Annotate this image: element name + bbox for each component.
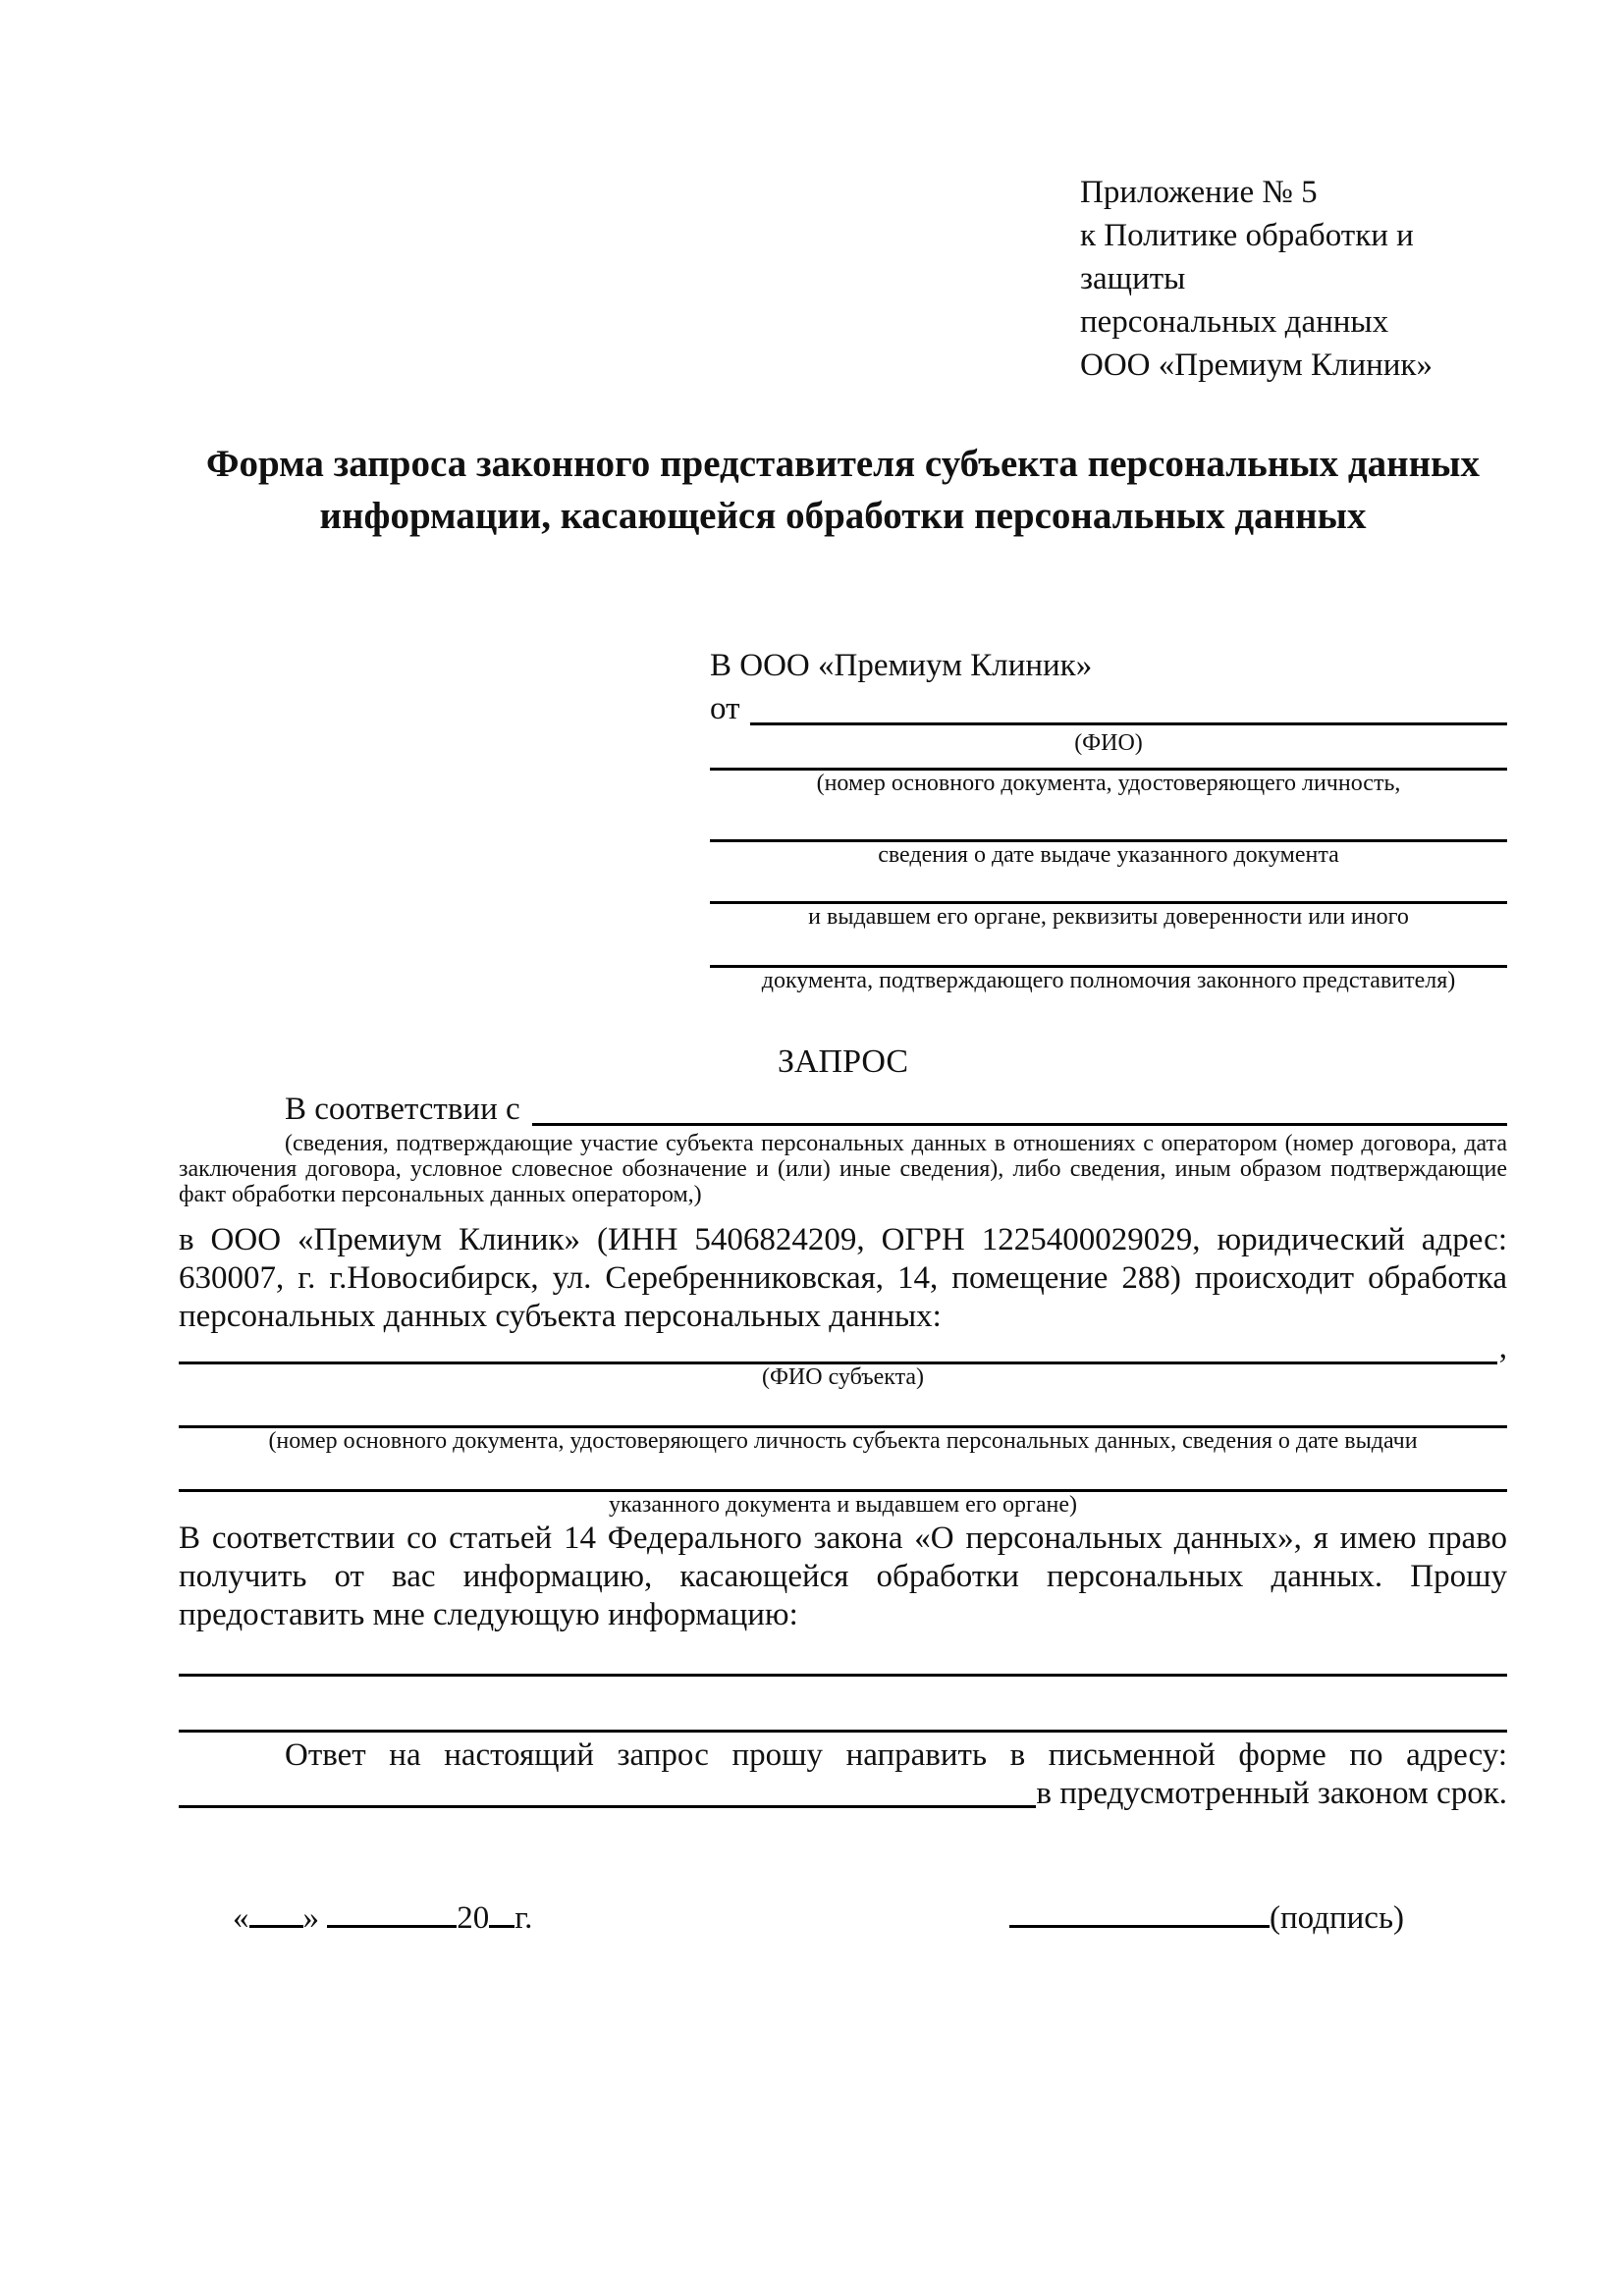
subject-document-blank-line-2 [179, 1454, 1507, 1492]
accordance-footnote: (сведения, подтверждающие участие субъекта персональных данных в отношениях с оператором (номер договора, дата заключения договора, условное словесное обозначение и (или) иные сведения), либо сведения, иным образом подтверждающие факт обработки персональных данных оператором,) [179, 1131, 1507, 1207]
page-title-line-2: информации, касающейся обработки персональных данных [319, 495, 1367, 537]
addressee-block [710, 644, 1507, 993]
page-title-line-1: Форма запроса законного представителя субъекта персональных данных [205, 443, 1481, 485]
fio-caption: (ФИО) [1074, 730, 1143, 756]
authority-document-caption: документа, подтверждающего полномочия законного представителя) [761, 968, 1456, 993]
authority-document-blank-line [710, 930, 1507, 968]
date-year-prefix: 20 [457, 1900, 490, 1936]
document-number-caption: (номер основного документа, удостоверяющего личность, [816, 771, 1401, 796]
subject-fio-blank-line [179, 1346, 1497, 1364]
accordance-blank-line [532, 1123, 1507, 1126]
issuing-authority-caption: и выдавшем его органе, реквизиты доверенности или иного [808, 904, 1409, 930]
signature-group [1009, 1896, 1404, 1940]
page-title [179, 438, 1507, 542]
request-heading: ЗАПРОС [777, 1043, 909, 1080]
date-month-blank [327, 1896, 457, 1928]
subject-fio-row [179, 1332, 1507, 1364]
date-year-suffix: г. [514, 1900, 533, 1936]
date-open-quote: « [233, 1900, 249, 1936]
issuing-authority-blank-line [710, 868, 1507, 904]
addressee-from-row [710, 687, 1507, 730]
reply-paragraph-line-1: Ответ на настоящий запрос прошу направить в письменной форме по адресу: [285, 1737, 1507, 1773]
appendix-line: персональных данных [1080, 304, 1389, 340]
addressee-to: В ООО «Премиум Клиник» [710, 648, 1093, 683]
reply-paragraph-suffix: в предусмотренный законом срок. [1036, 1776, 1507, 1811]
signature-caption: (подпись) [1270, 1900, 1404, 1936]
accordance-row [179, 1088, 1507, 1131]
date-day-blank [249, 1896, 303, 1928]
appendix-line: Приложение № 5 [1080, 175, 1318, 210]
document-content [179, 0, 1507, 1940]
issue-date-blank-line [710, 796, 1507, 842]
subject-fio-comma: , [1498, 1330, 1507, 1365]
from-label: от [710, 691, 740, 726]
accordance-lead: В соответствии с [285, 1092, 520, 1127]
document-number-blank-line [710, 756, 1507, 771]
subject-document-blank-line [179, 1390, 1507, 1428]
appendix-line: к Политике обработки и защиты [1080, 218, 1414, 296]
subject-document-caption-1: (номер основного документа, удостоверяющего личность субъекта персональных данных, сведения о дате выдачи [268, 1428, 1418, 1454]
appendix-block [1080, 171, 1507, 387]
subject-fio-caption: (ФИО субъекта) [761, 1364, 925, 1390]
date-year-blank [489, 1896, 514, 1928]
signature-blank-line [1009, 1896, 1270, 1928]
requested-info-blank-line-1 [179, 1634, 1507, 1677]
subject-document-caption-2: указанного документа и выдавшем его органе) [608, 1492, 1078, 1518]
operator-paragraph: в ООО «Премиум Клиник» (ИНН 5406824209, ОГРН 1225400029029, юридический адрес: 630007, г. г.Новосибирск, ул. Серебренниковская, 14, помещение 288) происходит обработка персональных данных субъекта персональных данных: [179, 1222, 1507, 1334]
appendix-line: ООО «Премиум Клиник» [1080, 347, 1433, 383]
date-group [233, 1896, 532, 1940]
reply-paragraph-line-2 [179, 1775, 1507, 1813]
date-close-quote: » [302, 1900, 319, 1936]
requested-info-blank-line-2 [179, 1677, 1507, 1733]
signature-row [179, 1896, 1507, 1940]
issue-date-caption: сведения о дате выдаче указанного документа [878, 842, 1339, 868]
fio-blank-line [750, 722, 1508, 725]
reply-address-blank-line [179, 1805, 1036, 1808]
law-paragraph: В соответствии со статьей 14 Федерального закона «О персональных данных», я имею право получить от вас информацию, касающейся обработки персональных данных. Прошу предоставить мне следующую информацию: [179, 1521, 1507, 1632]
